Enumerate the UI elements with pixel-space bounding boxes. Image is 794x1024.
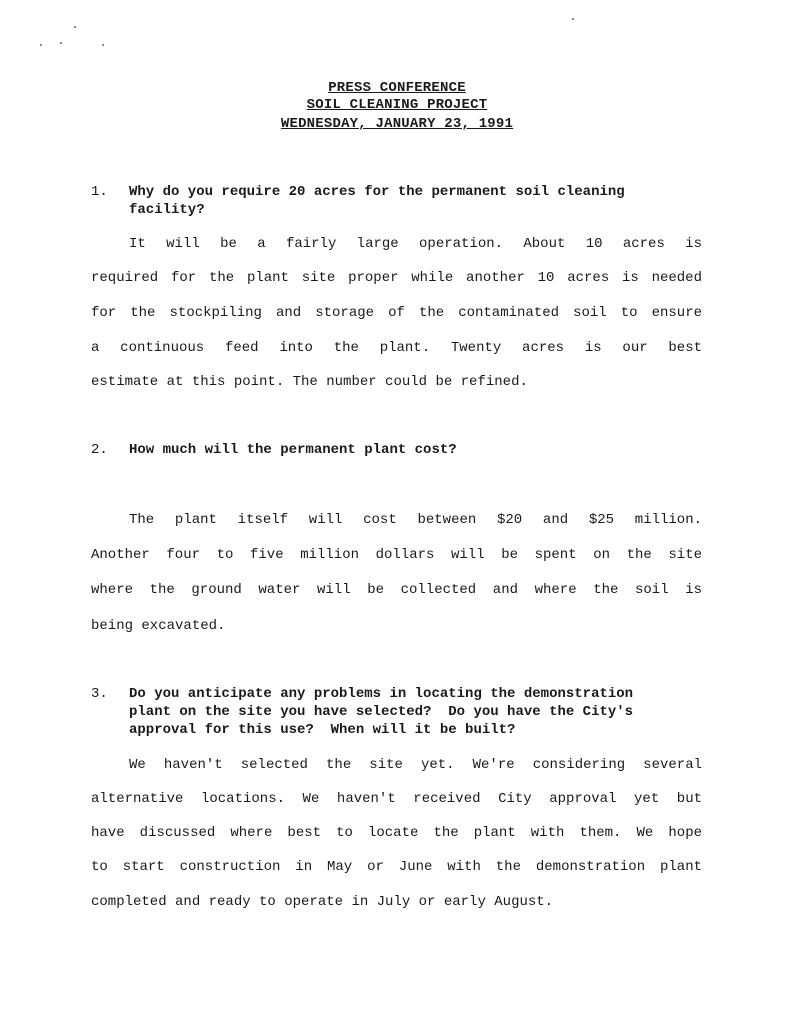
document-date: WEDNESDAY, JANUARY 23, 1991 [280, 116, 514, 132]
answer-line: where the ground water will be collected and where the soil is [91, 582, 702, 598]
item-number: 1. [91, 184, 108, 200]
scan-speck [102, 44, 104, 46]
question-line: plant on the site you have selected? Do you have the City's [129, 704, 634, 720]
answer-line: It will be a fairly large operation. About 10 acres is [129, 236, 702, 252]
item-number: 3. [91, 686, 108, 702]
answer-line: estimate at this point. The number could be refined. [91, 374, 528, 390]
answer-line: a continuous feed into the plant. Twenty acres is our best [91, 340, 702, 356]
answer-line: being excavated. [91, 618, 226, 634]
question-line: Do you anticipate any problems in locating the demonstration [129, 686, 634, 702]
answer-line: We haven't selected the site yet. We're considering several [129, 757, 702, 773]
answer-line: completed and ready to operate in July or early August. [91, 894, 554, 910]
scan-speck [74, 26, 76, 28]
answer-line: required for the plant site proper while another 10 acres is needed [91, 270, 702, 286]
document-title: PRESS CONFERENCE [328, 80, 466, 96]
answer-line: to start construction in May or June with the demonstration plant [91, 859, 702, 875]
item-number: 2. [91, 442, 108, 458]
answer-line: for the stockpiling and storage of the contaminated soil to ensure [91, 305, 702, 321]
answer-line: have discussed where best to locate the plant with them. We hope [91, 825, 702, 841]
answer-line: The plant itself will cost between $20 and $25 million. [129, 512, 702, 528]
question-line: How much will the permanent plant cost? [129, 442, 457, 458]
question-line: facility? [129, 202, 205, 218]
answer-line: alternative locations. We haven't received City approval yet but [91, 791, 702, 807]
scan-speck [60, 42, 62, 44]
question-line: approval for this use? When will it be built? [129, 722, 516, 738]
answer-line: Another four to five million dollars will be spent on the site [91, 547, 702, 563]
scan-speck [40, 44, 42, 46]
scan-speck [572, 18, 574, 20]
document-subtitle: SOIL CLEANING PROJECT [306, 97, 488, 113]
question-line: Why do you require 20 acres for the permanent soil cleaning [129, 184, 625, 200]
